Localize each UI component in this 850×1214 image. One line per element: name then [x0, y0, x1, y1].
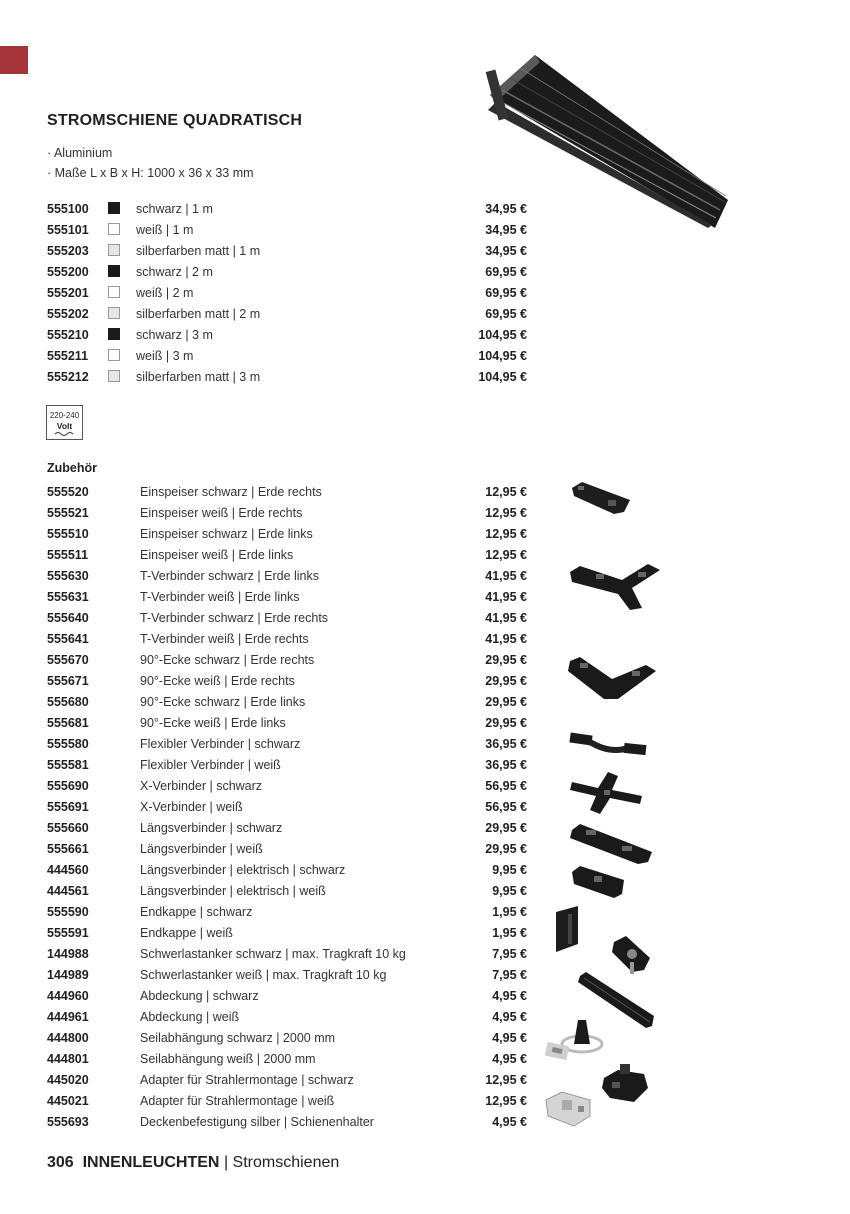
product-price: 34,95 € [485, 244, 527, 258]
article-number: 555521 [47, 506, 89, 520]
t-connector-image [566, 560, 662, 612]
article-number: 555640 [47, 611, 89, 625]
accessory-price: 29,95 € [485, 716, 527, 730]
accessory-description: Flexibler Verbinder | weiß [140, 758, 281, 772]
accessory-description: T-Verbinder schwarz | Erde links [140, 569, 320, 583]
accessory-price: 12,95 € [485, 548, 527, 562]
article-number: 444961 [47, 1010, 89, 1024]
accessory-price: 4,95 € [492, 989, 527, 1003]
accessory-description: Deckenbefestigung silber | Schienenhalter [140, 1115, 374, 1129]
article-number: 444960 [47, 989, 89, 1003]
accessory-price: 7,95 € [492, 968, 527, 982]
voltage-range: 220-240 [49, 411, 80, 420]
accessory-description: T-Verbinder schwarz | Erde rechts [140, 611, 329, 625]
accessory-row [47, 1112, 527, 1133]
product-row [47, 262, 527, 283]
accessory-row [47, 671, 527, 692]
article-number: 555211 [47, 349, 89, 363]
accessory-row [47, 944, 527, 965]
product-price: 69,95 € [485, 265, 527, 279]
article-number: 445021 [47, 1094, 89, 1108]
product-description: weiß | 2 m [136, 286, 194, 300]
accessory-description: Flexibler Verbinder | schwarz [140, 737, 301, 751]
product-row [47, 346, 527, 367]
article-number: 555210 [47, 328, 89, 342]
article-number: 555200 [47, 265, 89, 279]
footer-separator: | [223, 1154, 229, 1171]
accessory-row [47, 860, 527, 881]
accessory-description: Schwerlastanker weiß | max. Tragkraft 10 kg [140, 968, 387, 982]
product-description: schwarz | 2 m [136, 265, 213, 279]
accessory-row [47, 587, 527, 608]
accessory-description: Einspeiser schwarz | Erde links [140, 527, 313, 541]
article-number: 445020 [47, 1073, 89, 1087]
accessory-row [47, 524, 527, 545]
accessory-row [47, 776, 527, 797]
color-swatch [108, 286, 120, 298]
article-number: 444801 [47, 1052, 89, 1066]
accessory-price: 4,95 € [492, 1010, 527, 1024]
accessory-row [47, 1091, 527, 1112]
accessory-description: X-Verbinder | weiß [140, 800, 243, 814]
accessory-price: 29,95 € [485, 695, 527, 709]
accessory-row [47, 1070, 527, 1091]
article-number: 555670 [47, 653, 89, 667]
color-swatch [108, 265, 120, 277]
accessory-description: Adapter für Strahlermontage | schwarz [140, 1073, 354, 1087]
accessory-price: 36,95 € [485, 737, 527, 751]
article-number: 555100 [47, 202, 89, 216]
article-number: 555641 [47, 632, 89, 646]
product-description: silberfarben matt | 3 m [136, 370, 261, 384]
accessory-description: 90°-Ecke schwarz | Erde rechts [140, 653, 315, 667]
footer-subsection: Stromschienen [232, 1154, 340, 1171]
product-row [47, 304, 527, 325]
color-swatch [108, 202, 120, 214]
article-number: 555201 [47, 286, 89, 300]
accessory-row [47, 839, 527, 860]
product-price: 104,95 € [478, 328, 527, 342]
accessory-row [47, 1007, 527, 1028]
accessory-row [47, 566, 527, 587]
accessory-description: 90°-Ecke weiß | Erde rechts [140, 674, 295, 688]
accessory-row [47, 1028, 527, 1049]
article-number: 555631 [47, 590, 89, 604]
product-description: weiß | 1 m [136, 223, 194, 237]
color-swatch [108, 370, 120, 382]
x-connector-image [568, 768, 646, 816]
spotlight-adapter-image [598, 1062, 654, 1110]
accessory-price: 12,95 € [485, 485, 527, 499]
feeder-image [568, 478, 634, 518]
product-price: 34,95 € [485, 202, 527, 216]
accessory-price: 56,95 € [485, 779, 527, 793]
article-number: 555661 [47, 842, 89, 856]
article-number: 555203 [47, 244, 89, 258]
product-price: 104,95 € [478, 349, 527, 363]
product-row [47, 367, 527, 388]
accessory-description: Schwerlastanker schwarz | max. Tragkraft 10 kg [140, 947, 406, 961]
cable-suspension-image [542, 1014, 606, 1072]
accessory-price: 56,95 € [485, 800, 527, 814]
footer-section: INNENLEUCHTEN [82, 1154, 220, 1171]
accessory-row [47, 713, 527, 734]
section-tab-marker [0, 46, 28, 74]
accessory-description: Einspeiser schwarz | Erde rechts [140, 485, 322, 499]
electrical-connector-image [570, 864, 626, 904]
accessory-row [47, 818, 527, 839]
accessory-description: 90°-Ecke weiß | Erde links [140, 716, 286, 730]
article-number: 555590 [47, 905, 89, 919]
page-title: STROMSCHIENE QUADRATISCH [47, 112, 303, 129]
end-cap-image [552, 904, 582, 954]
corner-connector-image [566, 655, 658, 705]
accessory-description: Abdeckung | schwarz [140, 989, 259, 1003]
product-row [47, 199, 527, 220]
product-row [47, 220, 527, 241]
accessory-price: 29,95 € [485, 821, 527, 835]
product-price: 69,95 € [485, 286, 527, 300]
accessory-description: T-Verbinder weiß | Erde links [140, 590, 300, 604]
accessory-price: 7,95 € [492, 947, 527, 961]
color-swatch [108, 307, 120, 319]
accessory-row [47, 545, 527, 566]
product-description: silberfarben matt | 2 m [136, 307, 261, 321]
article-number: 555691 [47, 800, 89, 814]
accessory-price: 1,95 € [492, 905, 527, 919]
accessory-row [47, 482, 527, 503]
product-description: silberfarben matt | 1 m [136, 244, 261, 258]
accessory-price: 41,95 € [485, 632, 527, 646]
accessory-price: 1,95 € [492, 926, 527, 940]
voltage-badge [46, 405, 83, 440]
product-row [47, 283, 527, 304]
ceiling-bracket-image [542, 1086, 596, 1132]
accessory-price: 9,95 € [492, 884, 527, 898]
product-description: weiß | 3 m [136, 349, 194, 363]
color-swatch [108, 244, 120, 256]
accessory-row [47, 503, 527, 524]
accessory-description: Endkappe | schwarz [140, 905, 253, 919]
accessory-description: Endkappe | weiß [140, 926, 233, 940]
accessory-price: 4,95 € [492, 1115, 527, 1129]
article-number: 444560 [47, 863, 89, 877]
product-description: schwarz | 1 m [136, 202, 213, 216]
article-number: 555580 [47, 737, 89, 751]
accessory-description: Längsverbinder | elektrisch | schwarz [140, 863, 346, 877]
article-number: 555202 [47, 307, 89, 321]
accessory-description: Seilabhängung schwarz | 2000 mm [140, 1031, 336, 1045]
accessory-description: Längsverbinder | schwarz [140, 821, 283, 835]
product-row [47, 325, 527, 346]
feature-item: · Aluminium [47, 143, 254, 163]
article-number: 444561 [47, 884, 89, 898]
color-swatch [108, 328, 120, 340]
article-number: 555581 [47, 758, 89, 772]
accessory-description: Längsverbinder | elektrisch | weiß [140, 884, 326, 898]
page-number: 306 [47, 1154, 74, 1171]
article-number: 555212 [47, 370, 89, 384]
accessory-description: Adapter für Strahlermontage | weiß [140, 1094, 335, 1108]
accessory-row [47, 881, 527, 902]
accessory-description: T-Verbinder weiß | Erde rechts [140, 632, 309, 646]
ac-wave-icon [54, 431, 76, 437]
article-number: 555510 [47, 527, 89, 541]
accessory-price: 29,95 € [485, 653, 527, 667]
accessory-row [47, 734, 527, 755]
article-number: 444800 [47, 1031, 89, 1045]
accessory-row [47, 1049, 527, 1070]
accessory-price: 12,95 € [485, 1094, 527, 1108]
accessories-heading: Zubehör [47, 461, 97, 475]
article-number: 555680 [47, 695, 89, 709]
accessory-description: Längsverbinder | weiß [140, 842, 263, 856]
page-footer [47, 1154, 339, 1172]
accessory-row [47, 629, 527, 650]
article-number: 144988 [47, 947, 89, 961]
article-number: 555520 [47, 485, 89, 499]
accessory-row [47, 650, 527, 671]
product-price: 69,95 € [485, 307, 527, 321]
accessory-price: 41,95 € [485, 611, 527, 625]
feature-item: · Maße L x B x H: 1000 x 36 x 33 mm [47, 163, 254, 183]
article-number: 555693 [47, 1115, 89, 1129]
article-number: 555591 [47, 926, 89, 940]
flexible-connector-image [566, 728, 650, 762]
accessory-price: 36,95 € [485, 758, 527, 772]
article-number: 555690 [47, 779, 89, 793]
accessory-price: 4,95 € [492, 1031, 527, 1045]
feature-list [47, 143, 254, 183]
article-number: 555681 [47, 716, 89, 730]
color-swatch [108, 349, 120, 361]
article-number: 555511 [47, 548, 89, 562]
article-number: 555630 [47, 569, 89, 583]
accessory-price: 41,95 € [485, 590, 527, 604]
accessory-price: 4,95 € [492, 1052, 527, 1066]
accessory-price: 29,95 € [485, 842, 527, 856]
accessory-price: 41,95 € [485, 569, 527, 583]
article-number: 144989 [47, 968, 89, 982]
product-description: schwarz | 3 m [136, 328, 213, 342]
straight-connector-image [568, 820, 654, 870]
accessory-description: Abdeckung | weiß [140, 1010, 240, 1024]
accessory-description: Seilabhängung weiß | 2000 mm [140, 1052, 316, 1066]
accessory-row [47, 692, 527, 713]
accessory-row [47, 608, 527, 629]
article-number: 555660 [47, 821, 89, 835]
accessory-row [47, 902, 527, 923]
product-row [47, 241, 527, 262]
article-number: 555101 [47, 223, 89, 237]
accessory-row [47, 797, 527, 818]
accessory-row [47, 755, 527, 776]
accessory-row [47, 923, 527, 944]
product-price: 104,95 € [478, 370, 527, 384]
product-price: 34,95 € [485, 223, 527, 237]
accessory-description: Einspeiser weiß | Erde links [140, 548, 294, 562]
accessory-price: 12,95 € [485, 527, 527, 541]
color-swatch [108, 223, 120, 235]
accessory-description: X-Verbinder | schwarz [140, 779, 263, 793]
accessory-price: 12,95 € [485, 506, 527, 520]
article-number: 555671 [47, 674, 89, 688]
accessory-price: 29,95 € [485, 674, 527, 688]
accessory-price: 12,95 € [485, 1073, 527, 1087]
accessory-description: 90°-Ecke schwarz | Erde links [140, 695, 306, 709]
accessory-description: Einspeiser weiß | Erde rechts [140, 506, 303, 520]
accessory-row [47, 965, 527, 986]
accessory-price: 9,95 € [492, 863, 527, 877]
accessory-row [47, 986, 527, 1007]
voltage-unit: Volt [56, 421, 73, 431]
